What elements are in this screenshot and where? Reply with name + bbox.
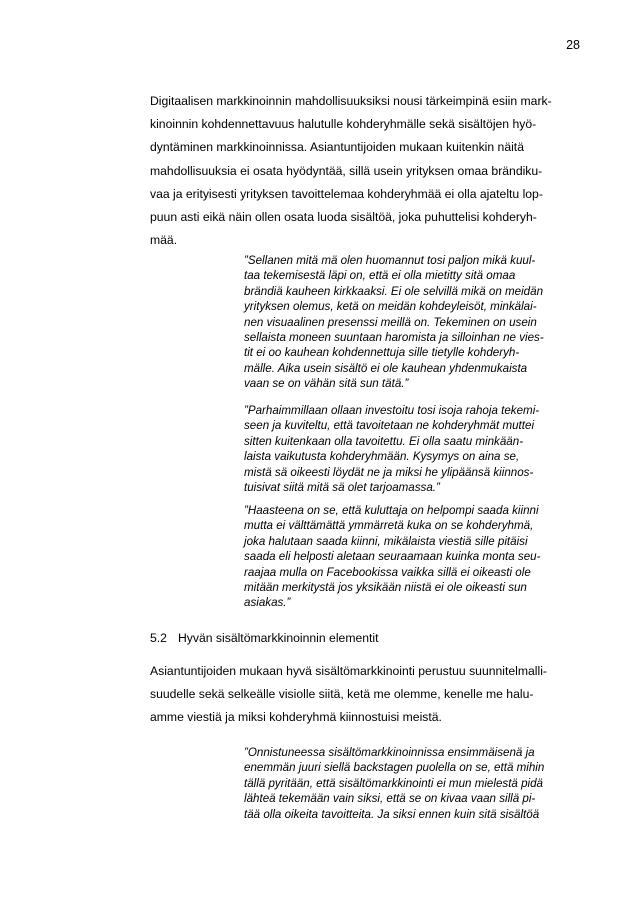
interview-quote-3 bbox=[244, 503, 589, 611]
quote-line: lähteä tekemään vain siksi, että se on kivaa vaan sillä pi- bbox=[244, 792, 536, 806]
quote-line: sitten kuitenkaan olla tavoitettu. Ei olla saatu minkään- bbox=[244, 434, 524, 448]
text-line: kinoinnin kohdennettavuus halutulle kohderyhmälle sekä sisältöjen hyö- bbox=[150, 117, 537, 132]
text-line: Asiantuntijoiden mukaan hyvä sisältömarkkinointi perustuu suunnitelmalli- bbox=[150, 664, 547, 678]
quote-line: ”Onnistuneessa sisältömarkkinoinnissa ensimmäisenä ja bbox=[244, 746, 535, 759]
text-line: puun asti eikä näin ollen osata luoda sisältöä, joka puhuttelisi kohderyh- bbox=[150, 209, 537, 224]
quote-line: sellaista moneen suuntaan haromista ja silloinhan ne vies- bbox=[244, 330, 544, 344]
quote-line: nen visuaalinen presenssi meillä on. Tekeminen on usein bbox=[244, 315, 537, 329]
section-title: Hyvän sisältömarkkinoinnin elementit bbox=[178, 631, 379, 645]
text-line: suudelle sekä selkeälle visiolle siitä, ketä me olemme, kenelle me halu- bbox=[150, 687, 534, 702]
quote-line: asiakas.” bbox=[244, 596, 291, 610]
quote-line: enemmän juuri siellä backstagen puolella on se, että mihin bbox=[244, 761, 545, 775]
text-line: mää. bbox=[150, 233, 178, 248]
quote-line: laista vaikutusta kohderyhmään. Kysymys on aina se, bbox=[244, 450, 520, 464]
quote-line: brändiä kauheen kirkkaaksi. Ei ole selvillä mikä on meidän bbox=[244, 284, 544, 298]
interview-quote-2 bbox=[244, 403, 589, 495]
quote-line: mistä sä oikeesti löydät ne ja miksi he ylipäänsä kiinnos- bbox=[244, 465, 534, 479]
quote-line: tää olla oikeita tavoitteita. Ja siksi ennen kuin sitä sisältöä bbox=[244, 807, 540, 821]
interview-quote-4 bbox=[244, 745, 589, 822]
quote-line: mitään merkitystä jos yksikään niistä ei ole oikeasti sun bbox=[244, 580, 527, 594]
quote-line: raajaa mulla on Facebookissa vaikka sillä ei oikeasti ole bbox=[244, 565, 531, 579]
quote-line: joka halutaan saada kiinni, mikälaista viestiä sille pitäisi bbox=[244, 534, 528, 548]
quote-line: tit ei oo kauhean kohdennettuja sille tietylle kohderyh- bbox=[244, 346, 520, 360]
quote-line: mutta ei välttämättä ymmärretä kuka on se kohderyhmä, bbox=[244, 519, 534, 533]
quote-line: ”Sellanen mitä mä olen huomannut tosi paljon mikä kuul- bbox=[244, 254, 536, 267]
section-number: 5.2 bbox=[150, 631, 167, 645]
quote-line: ”Parhaimmillaan ollaan investoitu tosi isoja rahoja tekemi- bbox=[244, 404, 540, 417]
text-line: vaa ja erityisesti yrityksen tavoittelemaa kohderyhmää ei olla ajateltu lop- bbox=[150, 186, 543, 201]
interview-quote-1 bbox=[244, 253, 589, 392]
quote-line: saada eli helposti aletaan seuraamaan kuinka monta seu- bbox=[244, 550, 541, 564]
text-line: amme viestiä ja miksi kohderyhmä kiinnostuisi meistä. bbox=[150, 710, 442, 725]
section-heading bbox=[150, 629, 379, 647]
quote-line: seen ja kuviteltu, että tavoitetaan ne kohderyhmät muttei bbox=[244, 419, 535, 433]
quote-line: tuisivat siitä mitä sä olet tarjoamassa.” bbox=[244, 480, 440, 494]
quote-line: tällä pyritään, että sisältömarkkinointi ei mun mielestä pidä bbox=[244, 776, 544, 790]
page-number: 28 bbox=[566, 38, 580, 52]
text-line: Digitaalisen markkinoinnin mahdollisuuksiksi nousi tärkeimpinä esiin mark- bbox=[150, 94, 552, 108]
quote-line: taa tekemisestä läpi on, että ei olla mietitty sitä omaa bbox=[244, 269, 516, 283]
text-line: dyntäminen markkinoinnissa. Asiantuntijoiden mukaan kuitenkin näitä bbox=[150, 140, 524, 155]
quote-line: mälle. Aika usein sisältö ei ole kauhean yhdenmukaista bbox=[244, 361, 528, 375]
quote-line: yrityksen olemus, ketä on meidän kohdeyleisöt, minkälai- bbox=[244, 300, 537, 314]
text-line: mahdollisuuksia ei osata hyödyntää, sillä usein yrityksen omaa brändiku- bbox=[150, 163, 543, 178]
body-paragraph-2 bbox=[150, 660, 585, 730]
quote-line: vaan se on vähän sitä sun tätä.” bbox=[244, 377, 409, 391]
quote-line: ”Haasteena on se, että kuluttaja on helpompi saada kiinni bbox=[244, 504, 539, 517]
body-paragraph-1 bbox=[150, 90, 585, 252]
